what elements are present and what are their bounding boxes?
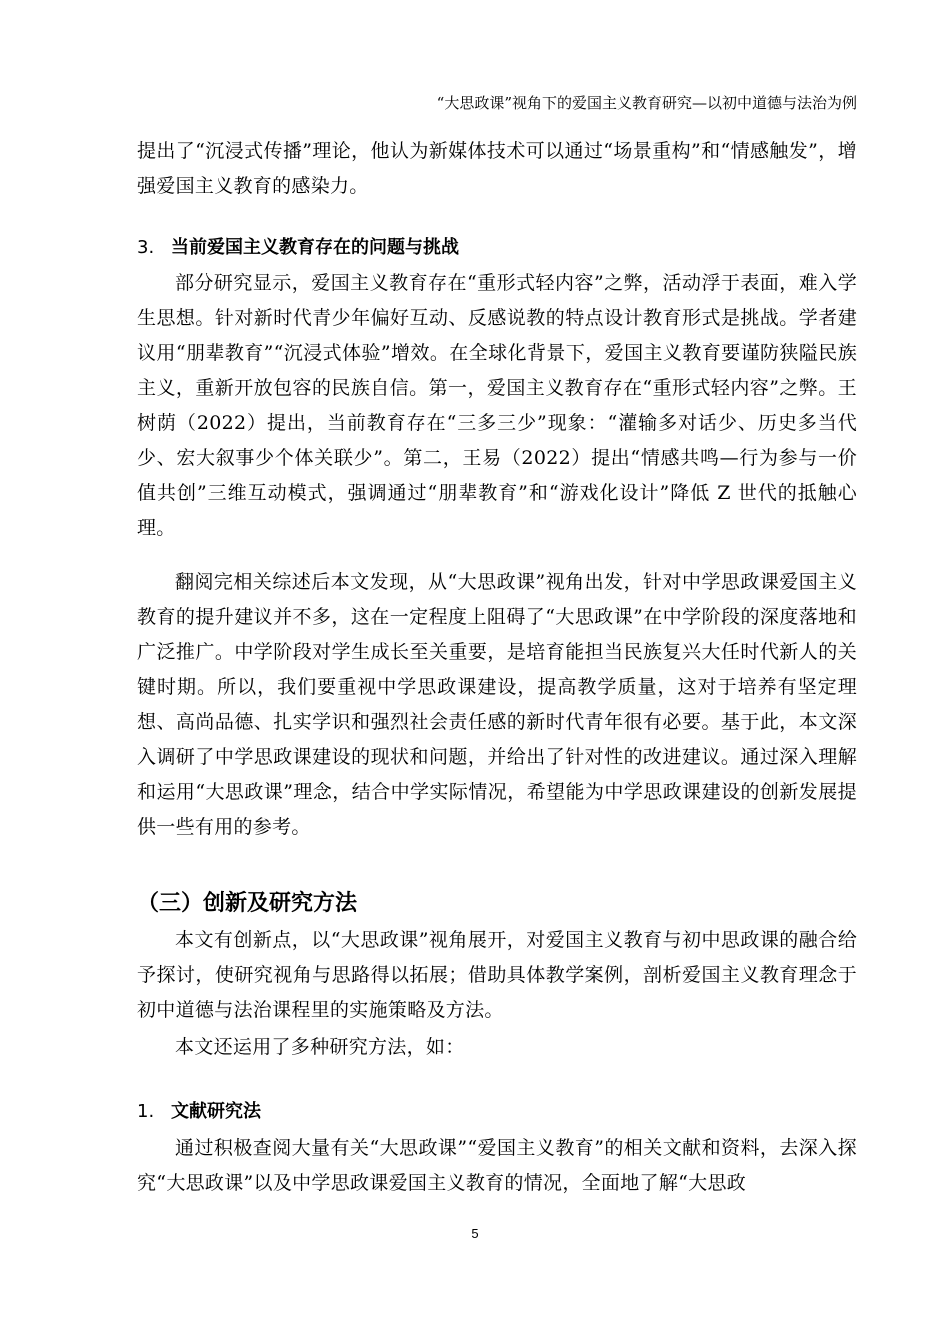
paragraph-4: 本文有创新点，以“大思政课”视角展开，对爱国主义教育与初中思政课的融合给予探讨，使研究视角与思路得以拓展；借助具体教学案例，剖析爱国主义教育理念于初中道德与法治课程里的实施策略及方法。 bbox=[137, 929, 857, 1021]
heading-text: 当前爱国主义教育存在的问题与挑战 bbox=[171, 237, 459, 258]
section-heading-literature-method bbox=[137, 1097, 261, 1123]
running-header: “大思政课”视角下的爱国主义教育研究—以初中道德与法治为例 bbox=[436, 94, 857, 112]
section-heading-3 bbox=[137, 233, 459, 259]
paragraph-1: 提出了“沉浸式传播”理论，他认为新媒体技术可以通过“场景重构”和“情感触发”，增强爱国主义教育的感染力。 bbox=[137, 140, 857, 197]
paragraph-6: 通过积极查阅大量有关“大思政课”“爱国主义教育”的相关文献和资料，去深入探究“大思政课”以及中学思政课爱国主义教育的情况，全面地了解“大思政 bbox=[137, 1137, 857, 1194]
heading-text: 文献研究法 bbox=[171, 1101, 261, 1122]
heading-number: 1. bbox=[137, 1101, 155, 1122]
paragraph-3: 翻阅完相关综述后本文发现，从“大思政课”视角出发，针对中学思政课爱国主义教育的提升建议并不多，这在一定程度上阻碍了“大思政课”在中学阶段的深度落地和广泛推广。中学阶段对学生成长至关重要，是培育能担当民族复兴大任时代新人的关键时期。所以，我们要重视中学思政课建设，提高教学质量，这对于培养有坚定理想、高尚品德、扎实学识和强烈社会责任感的新时代青年很有必要。基于此，本文深入调研了中学思政课建设的现状和问题，并给出了针对性的改进建议。通过深入理解和运用“大思政课”理念，结合中学实际情况，希望能为中学思政课建设的创新发展提供一些有用的参考。 bbox=[137, 571, 857, 838]
page-number: 5 bbox=[471, 1226, 479, 1241]
heading-number: 3. bbox=[137, 237, 155, 258]
paragraph-2: 部分研究显示，爱国主义教育存在“重形式轻内容”之弊，活动浮于表面，难入学生思想。针对新时代青少年偏好互动、反感说教的特点设计教育形式是挑战。学者建议用“朋辈教育”“沉浸式体验”增效。在全球化背景下，爱国主义教育要谨防狭隘民族主义，重新开放包容的民族自信。第一，爱国主义教育存在“重形式轻内容”之弊。王树荫（2022）提出，当前教育存在“三多三少”现象：“灌输多对话少、历史多当代少、宏大叙事少个体关联少”。第二，王易（2022）提出“情感共鸣—行为参与一价值共创”三维互动模式，强调通过“朋辈教育”和“游戏化设计”降低 Z 世代的抵触心理。 bbox=[137, 272, 857, 539]
paragraph-5: 本文还运用了多种研究方法，如： bbox=[175, 1036, 465, 1058]
section-heading-innovation: （三）创新及研究方法 bbox=[137, 891, 358, 916]
